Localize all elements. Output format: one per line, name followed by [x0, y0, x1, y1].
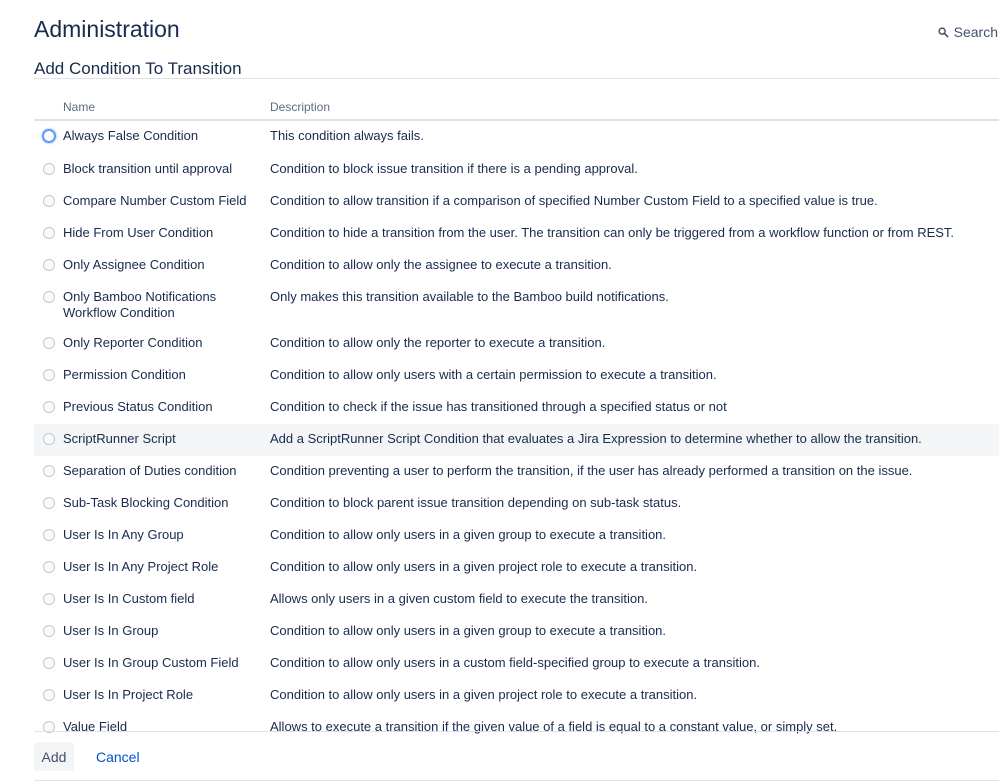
- radio-cell: [34, 186, 63, 218]
- add-button[interactable]: Add: [34, 742, 74, 771]
- condition-radio[interactable]: [43, 657, 55, 669]
- condition-radio[interactable]: [43, 497, 55, 509]
- radio-cell: [34, 218, 63, 250]
- table-row[interactable]: [34, 648, 999, 680]
- condition-name: User Is In Any Project Role: [63, 559, 219, 574]
- radio-cell: [34, 712, 63, 744]
- condition-radio[interactable]: [43, 529, 55, 541]
- condition-name: Previous Status Condition: [63, 399, 213, 414]
- condition-description: Add a ScriptRunner Script Condition that evaluates a Jira Expression to determine whether to allow the transition.: [270, 424, 999, 456]
- radio-cell: [34, 154, 63, 186]
- description-column-header: Description: [270, 96, 999, 120]
- condition-description: Condition to hide a transition from the user. The transition can only be triggered from a workflow function or from REST.: [270, 225, 955, 240]
- condition-name: Compare Number Custom Field: [63, 193, 247, 208]
- radio-cell: [34, 424, 63, 456]
- dialog-title: Add Condition To Transition: [34, 59, 242, 78]
- radio-cell: [34, 616, 63, 648]
- condition-radio[interactable]: [43, 259, 55, 271]
- condition-name: Only Bamboo Notifications Workflow Condition: [63, 289, 217, 320]
- table-row[interactable]: [34, 282, 999, 328]
- condition-radio[interactable]: [43, 625, 55, 637]
- condition-description: Allows to execute a transition if the given value of a field is equal to a constant value, or simply set.: [270, 719, 838, 734]
- radio-cell: [34, 648, 63, 680]
- condition-name: Only Reporter Condition: [63, 335, 203, 350]
- condition-description: Condition to check if the issue has transitioned through a specified status or not: [270, 399, 727, 414]
- table-row[interactable]: [34, 360, 999, 392]
- cancel-link[interactable]: Cancel: [96, 749, 140, 765]
- condition-radio[interactable]: [43, 369, 55, 381]
- table-row[interactable]: [34, 680, 999, 712]
- condition-name: ScriptRunner Script: [63, 424, 270, 456]
- condition-description: Condition to allow only users in a given group to execute a transition.: [270, 527, 667, 542]
- condition-radio[interactable]: [43, 433, 55, 445]
- condition-name: Permission Condition: [63, 367, 186, 382]
- table-row[interactable]: [34, 584, 999, 616]
- radio-cell: [34, 456, 63, 488]
- condition-name: User Is In Any Group: [63, 527, 184, 542]
- radio-cell: [34, 250, 63, 282]
- name-column-header: Name: [63, 96, 270, 120]
- condition-name: Block transition until approval: [63, 161, 233, 176]
- radio-cell: [34, 282, 63, 328]
- condition-radio[interactable]: [43, 291, 55, 303]
- condition-description: Condition to allow only users in a custom field-specified group to execute a transition.: [270, 655, 760, 670]
- condition-name: Only Assignee Condition: [63, 257, 205, 272]
- radio-cell: [34, 520, 63, 552]
- table-row[interactable]: [34, 520, 999, 552]
- table-row[interactable]: [34, 154, 999, 186]
- condition-name: Always False Condition: [63, 128, 199, 143]
- table-row[interactable]: [34, 120, 999, 154]
- table-row[interactable]: [34, 250, 999, 282]
- table-row[interactable]: [34, 392, 999, 424]
- search-icon: [938, 27, 949, 38]
- condition-radio[interactable]: [43, 689, 55, 701]
- radio-column-header: [34, 96, 63, 120]
- table-row[interactable]: [34, 712, 999, 744]
- table-row[interactable]: [34, 552, 999, 584]
- condition-description: Condition to allow only users in a given project role to execute a transition.: [270, 559, 698, 574]
- condition-description: Condition to allow only users with a certain permission to execute a transition.: [270, 367, 717, 382]
- condition-name: Value Field: [63, 719, 128, 734]
- condition-name: User Is In Custom field: [63, 591, 195, 606]
- divider: [34, 780, 999, 781]
- radio-cell: [34, 360, 63, 392]
- condition-radio[interactable]: [43, 561, 55, 573]
- table-row[interactable]: [34, 456, 999, 488]
- radio-cell: [34, 552, 63, 584]
- radio-cell: [34, 120, 63, 154]
- condition-description: Allows only users in a given custom field to execute the transition.: [270, 591, 648, 606]
- condition-description: Condition preventing a user to perform the transition, if the user has already performed a transition on the issue.: [270, 463, 913, 478]
- radio-cell: [34, 392, 63, 424]
- condition-description: Condition to block parent issue transition depending on sub-task status.: [270, 495, 682, 510]
- condition-description: This condition always fails.: [270, 128, 424, 143]
- condition-radio[interactable]: [43, 227, 55, 239]
- condition-name: Sub-Task Blocking Condition: [63, 495, 229, 510]
- condition-name: User Is In Project Role: [63, 687, 194, 702]
- search-link[interactable]: [938, 24, 998, 40]
- condition-description: Only makes this transition available to the Bamboo build notifications.: [270, 289, 669, 304]
- divider: [34, 78, 999, 79]
- condition-radio[interactable]: [43, 337, 55, 349]
- conditions-table: [34, 96, 999, 744]
- condition-name: User Is In Group Custom Field: [63, 655, 239, 670]
- condition-radio[interactable]: [43, 401, 55, 413]
- condition-radio[interactable]: [43, 593, 55, 605]
- table-row[interactable]: [34, 328, 999, 360]
- table-row[interactable]: [34, 186, 999, 218]
- condition-description: Condition to allow only users in a given project role to execute a transition.: [270, 687, 698, 702]
- condition-radio[interactable]: [42, 129, 56, 143]
- radio-cell: [34, 328, 63, 360]
- condition-description: Condition to allow only the reporter to execute a transition.: [270, 335, 606, 350]
- page-title: Administration: [34, 16, 180, 42]
- condition-name: Separation of Duties condition: [63, 463, 237, 478]
- condition-description: Condition to allow transition if a comparison of specified Number Custom Field to a specified value is true.: [270, 193, 878, 208]
- table-row[interactable]: [34, 616, 999, 648]
- condition-description: Condition to allow only the assignee to execute a transition.: [270, 257, 612, 272]
- search-label: Search: [953, 24, 998, 40]
- table-row[interactable]: [34, 424, 999, 456]
- table-row[interactable]: [34, 488, 999, 520]
- radio-cell: [34, 584, 63, 616]
- condition-radio[interactable]: [43, 465, 55, 477]
- condition-name: Hide From User Condition: [63, 225, 214, 240]
- table-row[interactable]: [34, 218, 999, 250]
- condition-radio[interactable]: [43, 195, 55, 207]
- condition-description: Condition to allow only users in a given group to execute a transition.: [270, 623, 667, 638]
- radio-cell: [34, 488, 63, 520]
- condition-name: User Is In Group: [63, 623, 159, 638]
- condition-description: Condition to block issue transition if there is a pending approval.: [270, 161, 638, 176]
- condition-radio[interactable]: [43, 163, 55, 175]
- divider: [34, 731, 999, 732]
- radio-cell: [34, 680, 63, 712]
